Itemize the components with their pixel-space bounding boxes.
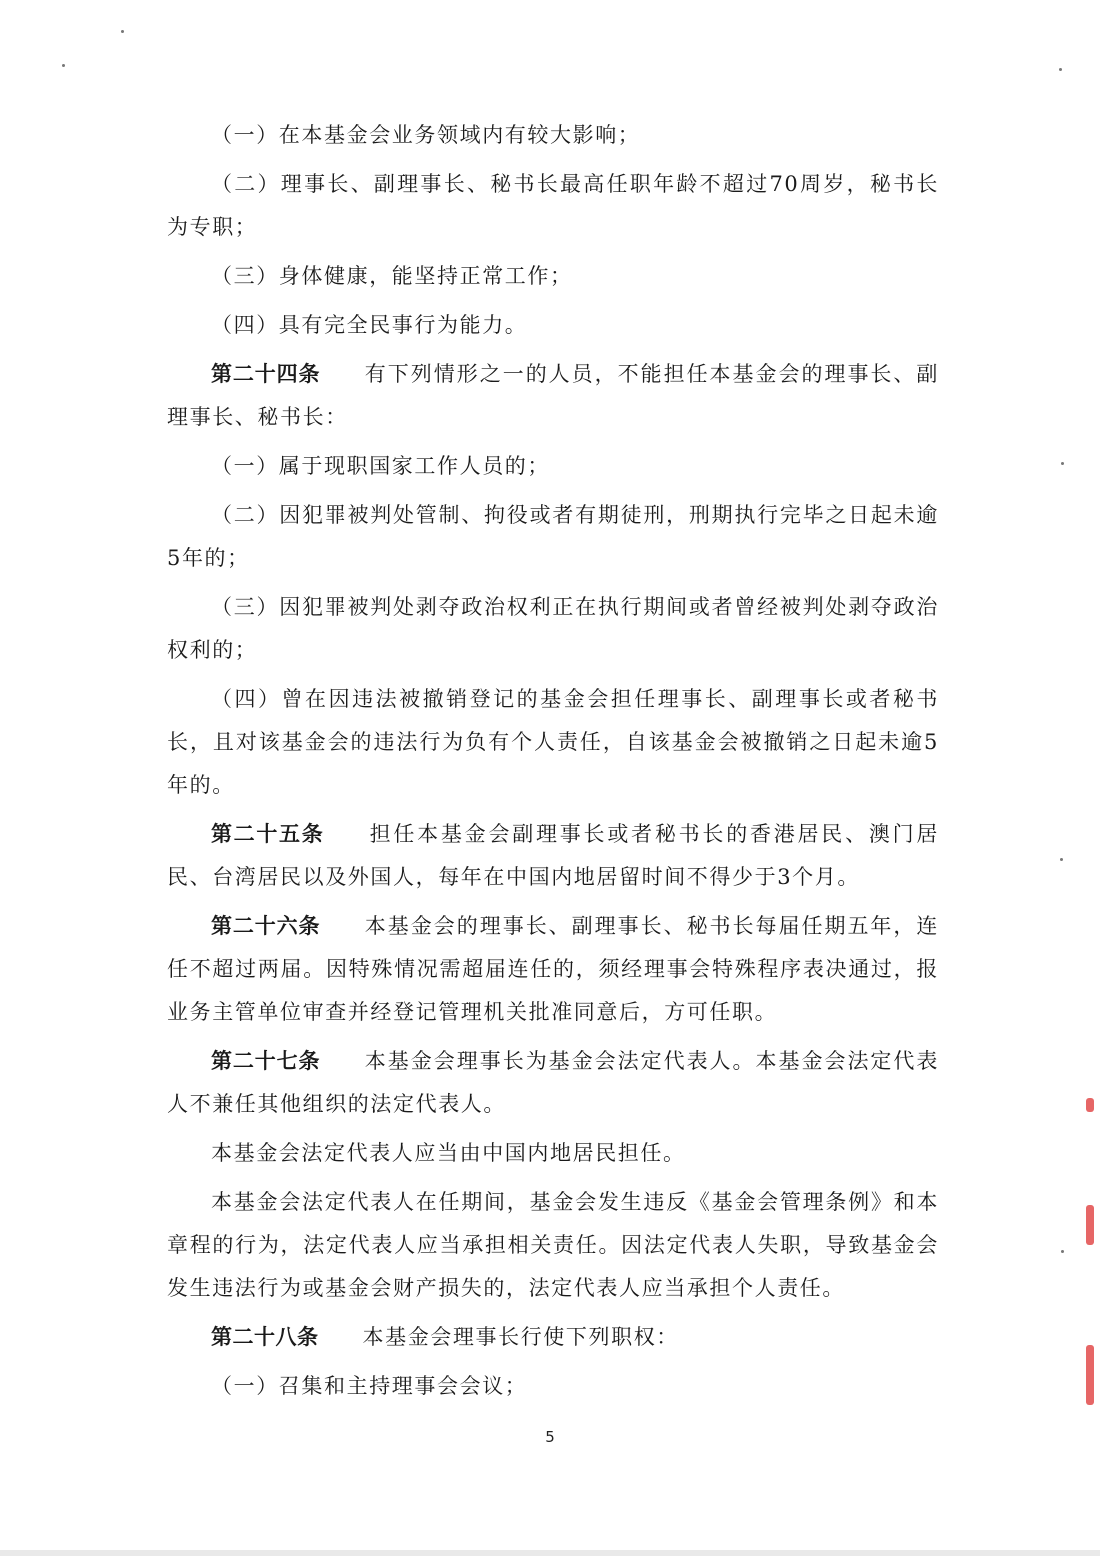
paragraph-text: 本基金会理事长为基金会法定代表人。本基金会法定代表人不兼任其他组织的法定代表人。 xyxy=(167,1049,940,1116)
clause-paragraph xyxy=(167,1132,939,1175)
clause-paragraph xyxy=(167,678,939,807)
paragraph-text: 本基金会法定代表人在任期间，基金会发生违反《基金会管理条例》和本章程的行为，法定代表人应当承担相关责任。因法定代表人失职，导致基金会发生违法行为或基金会财产损失的，法定代表人应当承担个人责任。 xyxy=(167,1190,939,1300)
article-paragraph xyxy=(167,1316,939,1359)
article-heading: 第二十五条 xyxy=(211,822,325,846)
stamp-edge-mark xyxy=(1086,1345,1094,1405)
article-paragraph xyxy=(167,353,939,439)
scan-speck xyxy=(1060,858,1063,861)
clause-paragraph xyxy=(167,445,939,488)
paragraph-text: 有下列情形之一的人员，不能担任本基金会的理事长、副理事长、秘书长： xyxy=(167,362,940,429)
paragraph-text: （二）理事长、副理事长、秘书长最高任职年龄不超过70周岁，秘书长为专职； xyxy=(167,172,939,239)
clause-paragraph xyxy=(167,1181,939,1310)
paragraph-text: （二）因犯罪被判处管制、拘役或者有期徒刑，刑期执行完毕之日起未逾5年的； xyxy=(167,503,939,570)
page-number: 5 xyxy=(545,1428,555,1446)
paragraph-text: 本基金会理事长行使下列职权： xyxy=(362,1325,679,1349)
paragraph-text: （一）在本基金会业务领域内有较大影响； xyxy=(211,123,641,147)
article-paragraph xyxy=(167,813,939,899)
clause-paragraph xyxy=(167,255,939,298)
scan-speck xyxy=(62,64,65,67)
paragraph-text: （三）因犯罪被判处剥夺政治权利正在执行期间或者曾经被判处剥夺政治权利的； xyxy=(167,595,939,662)
scan-speck xyxy=(1061,1250,1064,1253)
clause-paragraph xyxy=(167,114,939,157)
article-heading: 第二十七条 xyxy=(211,1049,321,1073)
stamp-edge-mark xyxy=(1086,1205,1094,1245)
scan-speck xyxy=(1059,68,1062,71)
paragraph-text: （一）属于现职国家工作人员的； xyxy=(211,454,550,478)
scan-speck xyxy=(1061,462,1064,465)
clause-paragraph xyxy=(167,163,939,249)
clause-paragraph xyxy=(167,586,939,672)
article-heading: 第二十六条 xyxy=(211,914,321,938)
paragraph-text: 本基金会的理事长、副理事长、秘书长每届任期五年，连任不超过两届。因特殊情况需超届连任的，须经理事会特殊程序表决通过，报业务主管单位审查并经登记管理机关批准同意后，方可任职。 xyxy=(167,914,940,1024)
stamp-edge-mark xyxy=(1086,1098,1094,1112)
article-paragraph xyxy=(167,1040,939,1126)
clause-paragraph xyxy=(167,1365,939,1408)
paragraph-text: （一）召集和主持理事会会议； xyxy=(211,1374,528,1398)
paragraph-text: 担任本基金会副理事长或者秘书长的香港居民、澳门居民、台湾居民以及外国人，每年在中国内地居留时间不得少于3个月。 xyxy=(167,822,940,889)
clause-paragraph xyxy=(167,494,939,580)
clause-paragraph xyxy=(167,304,939,347)
paragraph-text: （三）身体健康，能坚持正常工作； xyxy=(211,264,573,288)
article-heading: 第二十四条 xyxy=(211,362,321,386)
document-body xyxy=(167,114,939,1414)
paragraph-text: 本基金会法定代表人应当由中国内地居民担任。 xyxy=(211,1141,686,1165)
article-heading: 第二十八条 xyxy=(211,1325,319,1349)
article-paragraph xyxy=(167,905,939,1034)
scan-speck xyxy=(121,30,124,33)
paragraph-text: （四）曾在因违法被撤销登记的基金会担任理事长、副理事长或者秘书长，且对该基金会的违法行为负有个人责任，自该基金会被撤销之日起未逾5年的。 xyxy=(167,687,939,797)
paragraph-text: （四）具有完全民事行为能力。 xyxy=(211,313,528,337)
scan-bottom-edge xyxy=(0,1550,1100,1556)
